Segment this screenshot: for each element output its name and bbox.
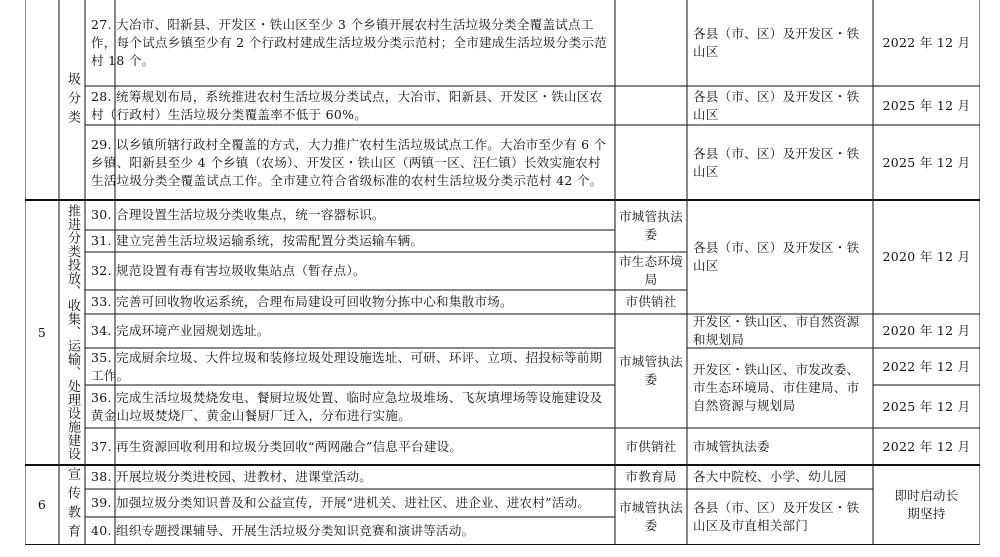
responsible-cell	[687, 86, 873, 125]
deadline-cell	[873, 314, 980, 348]
lead-dept-cell	[615, 252, 687, 290]
task-text: 34. 完成环境产业园规划选址。	[91, 323, 270, 338]
task-text: 39. 加强垃圾分类知识普及和公益宣传，开展“进机关、进社区、进企业、进农村”活动。	[91, 495, 591, 510]
deadline-text: 2025 年 12 月	[882, 154, 971, 170]
task-cell	[85, 489, 615, 517]
lead-dept-cell	[615, 200, 687, 252]
task-text: 33. 完善可回收物收运系统，合理布局建设可回收物分拣中心和集散市场。	[91, 294, 513, 309]
task-cell	[85, 314, 615, 348]
responsible-text: 各县（市、区）及开发区・铁山区	[693, 240, 860, 273]
lead-dept: 市城管执法委	[619, 500, 684, 533]
deadline-text: 2025 年 12 月	[882, 398, 971, 414]
task-table	[25, 0, 980, 545]
category-cell	[59, 465, 85, 545]
responsible-cell	[687, 0, 873, 86]
deadline-cell	[873, 428, 980, 465]
lead-dept: 市城管执法委	[619, 354, 684, 387]
deadline-text: 即时启动长期坚持	[894, 488, 959, 521]
task-cell	[85, 252, 615, 290]
category-cell	[59, 200, 85, 465]
category-label: 宣传教育	[65, 467, 80, 543]
lead-dept: 市供销社	[625, 438, 677, 454]
responsible-cell	[687, 125, 873, 200]
category-cell	[59, 0, 85, 200]
lead-dept-cell	[615, 290, 687, 314]
lead-dept-cell	[615, 428, 687, 465]
task-text: 37. 再生资源回收利用和垃圾分类回收“两网融合”信息平台建设。	[91, 438, 463, 454]
task-text: 28. 统筹规划布局，系统推进农村生活垃圾分类试点，大冶市、阳新县、开发区・铁山区农村（行政村）生活垃圾分类覆盖率不低于 60%。	[91, 88, 603, 122]
responsible-cell	[687, 428, 873, 465]
task-cell	[85, 428, 615, 465]
task-cell	[85, 348, 615, 385]
deadline-text: 2020 年 12 月	[882, 249, 971, 264]
deadline-cell	[873, 0, 980, 86]
responsible-text: 开发区・铁山区、市自然资源和规划局	[693, 314, 860, 347]
responsible-text: 开发区・铁山区、市发改委、市生态环境局、市住建局、市自然资源与规划局	[693, 362, 860, 413]
lead-dept: 市教育局	[625, 469, 677, 484]
lead-dept: 市生态环境局	[619, 254, 684, 287]
responsible-text: 各县（市、区）及开发区・铁山区及市直相关部门	[693, 500, 860, 533]
deadline-cell	[873, 348, 980, 385]
task-text: 38. 开展垃圾分类进校园、进教材、进课堂活动。	[91, 469, 373, 484]
responsible-cell	[687, 489, 873, 545]
deadline-text: 2022 年 12 月	[882, 35, 971, 50]
responsible-text: 各县（市、区）及开发区・铁山区	[693, 145, 860, 179]
group-number-cell	[25, 200, 59, 465]
task-text: 29. 以乡镇所辖行政村全覆盖的方式，大力推广农村生活垃圾试点工作。大冶市至少有 6 个乡镇、阳新县至少 4 个乡镇（农场）、开发区・铁山区（两镇一区、汪仁镇）长效实施农村生活垃圾分类全覆盖试点工作。全市建立符合省级标准的农村生活垃圾分类示范村 42 个。	[91, 136, 607, 188]
responsible-cell	[687, 348, 873, 428]
lead-dept: 市供销社	[625, 294, 677, 309]
responsible-text: 各县（市、区）及开发区・铁山区	[693, 26, 860, 59]
lead-dept-cell	[615, 465, 687, 489]
group-number: 6	[37, 497, 47, 512]
deadline-cell	[873, 465, 980, 545]
deadline-cell	[873, 125, 980, 200]
deadline-text: 2025 年 12 月	[882, 97, 971, 113]
task-text: 30. 合理设置生活垃圾分类收集点，统一容器标识。	[91, 207, 385, 222]
task-cell	[85, 200, 615, 230]
deadline-cell	[873, 200, 980, 314]
lead-dept-cell	[615, 489, 687, 545]
responsible-text: 各大中院校、小学、幼儿园	[693, 469, 847, 484]
deadline-text: 2022 年 12 月	[882, 358, 971, 374]
task-cell	[85, 385, 615, 428]
responsible-cell	[687, 200, 873, 314]
responsible-text: 市城管执法委	[693, 438, 770, 454]
deadline-text: 2022 年 12 月	[882, 438, 971, 454]
task-text: 36. 完成生活垃圾焚烧发电、餐厨垃圾处置、临时应急垃圾堆场、飞灰填埋场等设施建设及黄金山垃圾焚烧厂、黄金山餐厨厂迁入，分布进行实施。	[91, 389, 603, 423]
task-text: 32. 规范设置有毒有害垃圾收集站点（暂存点）。	[91, 263, 366, 278]
deadline-text: 2020 年 12 月	[882, 323, 971, 338]
group-number-cell	[25, 465, 59, 545]
lead-dept-cell	[615, 314, 687, 428]
task-cell	[85, 290, 615, 314]
task-cell	[85, 125, 615, 200]
lead-dept: 市城管执法委	[619, 209, 684, 242]
task-text: 35. 完成厨余垃圾、大件垃圾和装修垃圾处理设施选址、可研、环评、立项、招投标等前期工作。	[91, 349, 603, 383]
task-text: 40. 组织专题授课辅导、开展生活垃圾分类知识竞赛和演讲等活动。	[91, 523, 475, 538]
task-cell	[85, 465, 615, 489]
category-label: 推进分类投放、收集、运输、处理设施建设	[65, 204, 80, 461]
responsible-cell	[687, 314, 873, 348]
deadline-cell	[873, 86, 980, 125]
responsible-text: 各县（市、区）及开发区・铁山区	[693, 88, 860, 122]
deadline-cell	[873, 385, 980, 428]
group-number: 5	[37, 324, 47, 340]
task-cell	[85, 517, 615, 545]
task-text: 31. 建立完善生活垃圾运输系统，按需配置分类运输车辆。	[91, 233, 424, 248]
task-cell	[85, 0, 615, 86]
task-cell	[85, 230, 615, 252]
category-label: 圾分类	[65, 71, 80, 129]
task-text: 27. 大冶市、阳新县、开发区・铁山区至少 3 个乡镇开展农村生活垃圾分类全覆盖试点工作，每个试点乡镇至少有 2 个行政村建成生活垃圾分类示范村；全市建成生活垃圾分类示范村 18 个。	[91, 17, 608, 68]
responsible-cell	[687, 465, 873, 489]
task-cell	[85, 86, 615, 125]
